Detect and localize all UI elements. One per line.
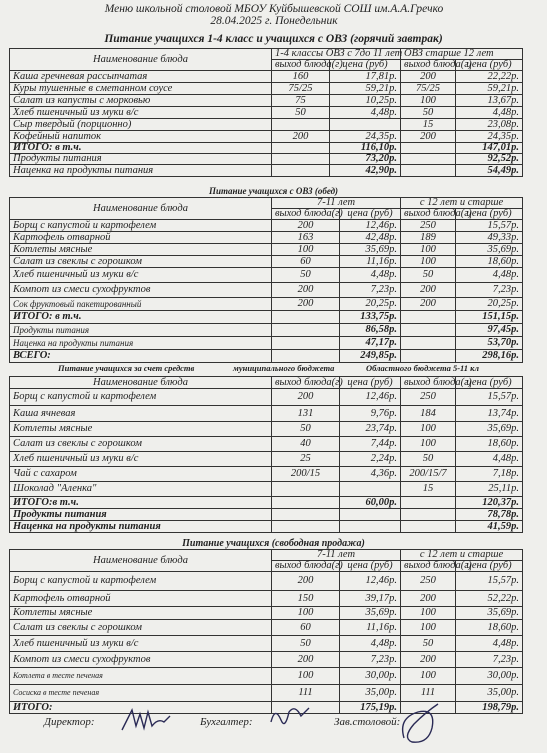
breakfast-table (9, 48, 523, 177)
col-name-header: Наименование блюда (10, 377, 272, 389)
table-row: Каша ячневая 131 9,76р. 184 13,74р. (10, 406, 523, 422)
products-row: Продукты питания 78,78р. (10, 509, 523, 521)
table-row: Салат из свеклы с горошком 40 7,44р. 100 18,60р. (10, 437, 523, 452)
col-price-header: цена (руб) (340, 377, 401, 389)
table-row: Борщ с капустой и картофелем 200 12,46р. 250 15,57р. (10, 220, 523, 232)
col-output-header: выход блюда(г) (272, 60, 330, 71)
col-output-header: выход блюда(г) (401, 60, 456, 71)
director-signature (118, 704, 178, 736)
regional-budget-caption: Областного бюджета 5-11 кл (366, 363, 480, 373)
products-row: Продукты питания 86,58р. 97,45р. (10, 324, 523, 337)
group-header-2: ОВЗ старше 12 лет (401, 49, 523, 60)
col-price-header: цена (руб) (456, 561, 523, 572)
group-header-1: 1-4 классы ОВЗ с 7до 11 лет (272, 49, 401, 60)
table-row: Хлеб пшеничный из муки в/с 25 2,24р. 50 4,48р. (10, 452, 523, 467)
accountant-label: Бухгалтер: (200, 716, 253, 728)
canteen-head-signature (392, 698, 452, 750)
table-row: Салат из свеклы с горошком 60 11,16р. 100 18,60р. (10, 620, 523, 636)
products-row: Продукты питания 73,20р. 92,52р. (10, 154, 523, 165)
section1-title: Питание учащихся 1-4 класс и учащихся с ОВЗ (горячий завтрак) (104, 33, 443, 45)
table-row: Борщ с капустой и картофелем 200 12,46р. 250 15,57р. (10, 572, 523, 591)
col-price-header: цена (руб) (456, 377, 523, 389)
canteen-head-label: Зав.столовой: (334, 716, 401, 728)
col-price-header: цена (руб) (330, 60, 401, 71)
col-output-header: выход блюда(г) (272, 561, 340, 572)
section3-caption: Питание учащихся за счет средств (58, 363, 195, 373)
table-row: Компот из смеси сухофруктов 200 7,23р. 200 7,23р. (10, 652, 523, 668)
accountant-signature (265, 700, 315, 732)
table-row: Куры тушенные в сметанном соусе 75/25 59,21р. 75/25 59,21р. (10, 83, 523, 95)
col-output-header: выход блюда(г) (401, 377, 456, 389)
col-price-header: цена (руб) (456, 209, 523, 220)
table-row: Хлеб пшеничный из муки в/с 50 4,48р. 50 4,48р. (10, 107, 523, 119)
table-row: Сыр твердый (порционно) 15 23,08р. (10, 119, 523, 131)
table-row: Хлеб пшеничный из муки в/с 50 4,48р. 50 4,48р. (10, 268, 523, 283)
table-row: Чай с сахаром 200/15 4,36р. 200/15/7 7,18р. (10, 467, 523, 482)
section4-title: Питание учащихся (свободная продажа) (182, 538, 365, 549)
col-name-header: Наименование блюда (10, 550, 272, 572)
municipal-budget-caption: муниципального бюджета (233, 363, 335, 373)
markup-row: Наценка на продукты питания 42,90р. 54,49р. (10, 165, 523, 177)
table-row: Салат из капусты с морковью 75 10,25р. 100 13,67р. (10, 95, 523, 107)
budget-meals-table (9, 376, 523, 533)
table-row: Котлеты мясные 100 35,69р. 100 35,69р. (10, 244, 523, 256)
table-row: Картофель отварной 150 39,17р. 200 52,22р. (10, 591, 523, 607)
age-header-2: с 12 лет и старше (401, 550, 523, 561)
table-row: Сок фруктовый пакетированный 200 20,25р. 200 20,25р. (10, 298, 523, 311)
total-row: ИТОГО: в т.ч. 116,10р. 147,01р. (10, 143, 523, 154)
table-row: Шоколад "Аленка" 15 25,11р. (10, 482, 523, 497)
col-output-header: выход блюда(г) (401, 209, 456, 220)
col-output-header: выход блюда(г) (401, 561, 456, 572)
table-row: Котлеты мясные 100 35,69р. 100 35,69р. (10, 607, 523, 620)
col-output-header: выход блюда(г) (272, 209, 340, 220)
age-header-1: 7-11 лет (272, 198, 401, 209)
total-row: ИТОГО:в т.ч. 60,00р. 120,37р. (10, 497, 523, 509)
age-header-2: с 12 лет и старше (401, 198, 523, 209)
table-row: Компот из смеси сухофруктов 200 7,23р. 200 7,23р. (10, 283, 523, 298)
table-row: Каша гречневая рассыпчатая 160 17,81р. 200 22,22р. (10, 71, 523, 83)
age-header-1: 7-11 лет (272, 550, 401, 561)
table-row: Салат из свеклы с горошком 60 11,16р. 100 18,60р. (10, 256, 523, 268)
markup-row: Наценка на продукты питания 47,17р. 53,70р. (10, 337, 523, 350)
table-row: Котлета в тесте печеная 100 30,00р. 100 30,00р. (10, 668, 523, 685)
col-name-header: Наименование блюда (10, 49, 272, 71)
total-row: ИТОГО: в т.ч. 133,75р. 151,15р. (10, 311, 523, 324)
table-row: Борщ с капустой и картофелем 200 12,46р. 250 15,57р. (10, 389, 523, 406)
director-label: Директор: (44, 716, 95, 728)
table-row: Хлеб пшеничный из муки в/с 50 4,48р. 50 4,48р. (10, 636, 523, 652)
col-output-header: выход блюда(г) (272, 377, 340, 389)
menu-date: 28.04.2025 г. Понедельник (210, 15, 338, 27)
table-row: Сосиска в тесте печеная 111 35,00р. 111 35,00р. (10, 685, 523, 702)
section2-title: Питание учащихся с ОВЗ (обед) (208, 186, 339, 196)
table-row: Картофель отварной 163 42,48р. 189 49,33р. (10, 232, 523, 244)
table-row: Котлеты мясные 50 23,74р. 100 35,69р. (10, 422, 523, 437)
table-row: Кофейный напиток 200 24,35р. 200 24,35р. (10, 131, 523, 143)
lunch-table (9, 197, 523, 363)
grand-total-row: ВСЕГО: 249,85р. 298,16р. (10, 350, 523, 363)
total-row: ИТОГО: 175,19р. 198,79р. (10, 702, 523, 714)
col-price-header: цена (руб) (340, 561, 401, 572)
col-name-header: Наименование блюда (10, 198, 272, 220)
free-sale-table (9, 549, 523, 714)
col-price-header: цена (руб) (456, 60, 523, 71)
col-price-header: цена (руб) (340, 209, 401, 220)
markup-row: Наценка на продукты питания 41,59р. (10, 521, 523, 533)
school-title: Меню школьной столовой МБОУ Куйбышевской СОШ им.А.А.Гречко (104, 3, 444, 15)
